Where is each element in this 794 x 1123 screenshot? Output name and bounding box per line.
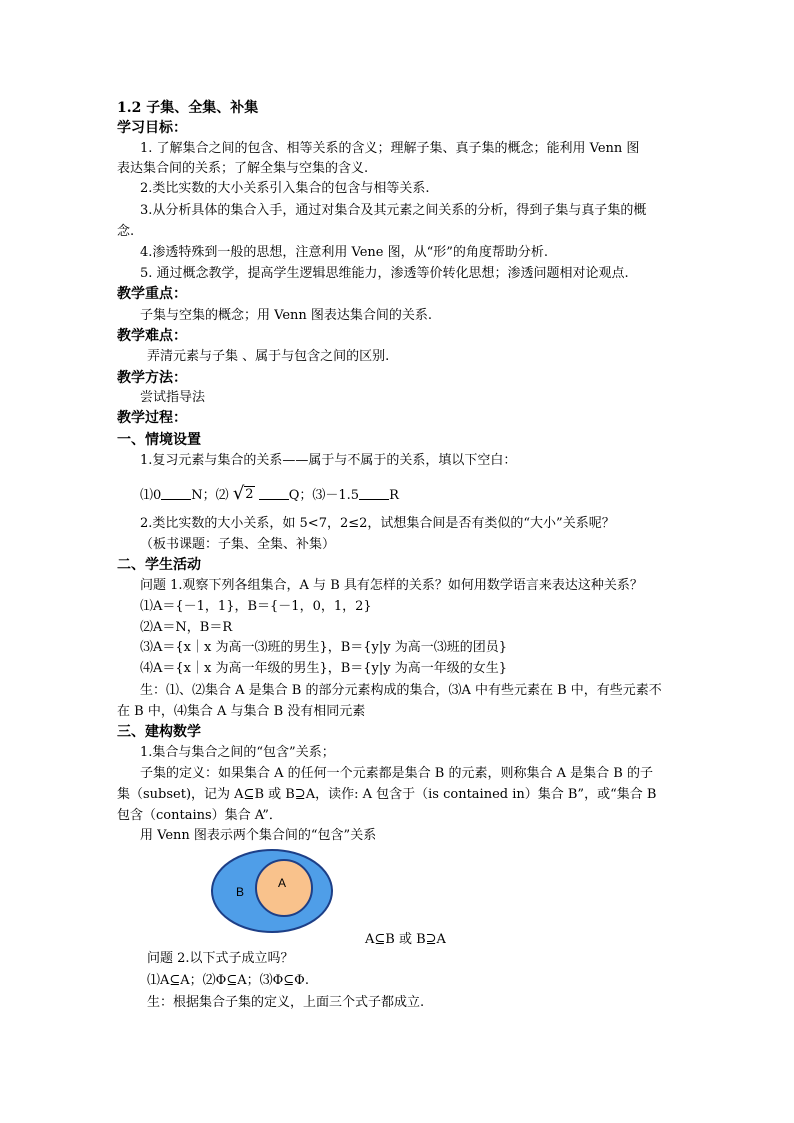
blank-2 [259,487,289,500]
blank-1 [161,487,191,500]
question-2: 问题 2.以下式子成立吗？ [147,951,294,966]
q2-answer: 生：根据集合子集的定义，上面三个式子都成立. [147,995,425,1010]
q1-item-1: ⑴A＝{－1，1}，B＝{－1，0，1，2} [140,599,372,614]
sqrt-radicand: 2 [245,487,254,502]
key-text: 子集与空集的概念；用 Venn 图表达集合间的关系. [140,308,433,323]
section1-heading: 一、情境设置 [117,432,201,448]
goal-3a: 3.从分析具体的集合入手，通过对集合及其元素之间关系的分析，得到子集与真子集的概 [140,203,647,218]
question-1: 问题 1.观察下列各组集合，A 与 B 具有怎样的关系？如何用数学语言来表达这种关系？ [140,578,643,593]
q1-item-4: ⑷A＝{x｜x 为高一年级的男生}，B＝{y|y 为高一年级的女生} [140,661,508,676]
subset-definition-3: 包含（contains）集合 A”． [117,808,282,823]
subset-definition-1: 子集的定义：如果集合 A 的任何一个元素都是集合 B 的元素，则称集合 A 是集合 B 的子 [140,766,653,781]
venn-intro: 用 Venn 图表示两个集合间的“包含”关系 [140,828,377,843]
q2-items: ⑴A⊆A；⑵Φ⊆A；⑶Φ⊆Φ. [147,973,309,988]
q1-item-3: ⑶A＝{x｜x 为高一⑶班的男生}，B＝{y|y 为高一⑶班的团员} [140,640,508,655]
goal-1a: 1. 了解集合之间的包含、相等关系的含义；理解子集、真子集的概念；能利用 Venn 图 [140,141,640,156]
process-heading: 教学过程： [117,410,187,426]
doc-title: 1.2 子集、全集、补集 [117,100,259,116]
q1-item-2: ⑵A＝N，B＝R [140,620,233,635]
fill-blank-line [140,483,399,504]
venn-label-B: B [236,885,245,899]
fill-item-2: N；⑵ [191,488,229,503]
q1-answer-b: 在 B 中，⑷集合 A 与集合 B 没有相同元素 [117,704,366,719]
venn-caption: A⊆B 或 B⊇A [365,932,446,947]
difficult-text: 弄清元素与子集 、属于与包含之间的区别. [147,349,390,364]
venn-label-A: A [278,876,287,890]
difficult-heading: 教学难点： [117,328,187,344]
q1-answer-a: 生：⑴、⑵集合 A 是集合 B 的部分元素构成的集合，⑶A 中有些元素在 B 中，有些元素不 [140,683,662,698]
sqrt-symbol: √ 2 [232,483,254,504]
fill-item-1: ⑴0 [140,488,162,503]
key-heading: 教学重点： [117,286,187,302]
section1-p1: 1.复习元素与集合的关系——属于与不属于的关系，填以下空白： [140,453,517,468]
section2-heading: 二、学生活动 [117,557,201,573]
fill-item-3: Q；⑶－1.5 [288,488,360,503]
method-text: 尝试指导法 [140,390,206,405]
method-heading: 教学方法： [117,370,187,386]
goal-4: 4.渗透特殊到一般的思想，注意利用 Vene 图，从“形”的角度帮助分析. [140,245,549,260]
goal-3b: 念. [117,224,135,239]
fill-item-4: R [389,488,399,503]
section3-heading: 三、建构数学 [117,724,201,740]
goals-heading: 学习目标： [117,120,187,136]
goal-5: 5. 通过概念教学，提高学生逻辑思维能力，渗透等价转化思想；渗透问题相对论观点. [140,266,629,281]
goal-2: 2.类比实数的大小关系引入集合的包含与相等关系. [140,181,430,196]
section3-p1: 1.集合与集合之间的“包含”关系； [140,745,335,760]
goal-1b: 表达集合间的关系；了解全集与空集的含义. [117,161,369,176]
subset-definition-2: 集（subset)，记为 A⊆B 或 B⊇A，读作: A 包含于（is contained in）集合 B”，或“集合 B [117,787,657,802]
section1-p2: 2.类比实数的大小关系，如 5<7，2≤2，试想集合间是否有类似的“大小”关系呢？ [140,516,615,531]
blank-3 [359,487,389,500]
venn-diagram [210,848,335,934]
section1-p3: （板书课题：子集、全集、补集） [140,537,336,552]
